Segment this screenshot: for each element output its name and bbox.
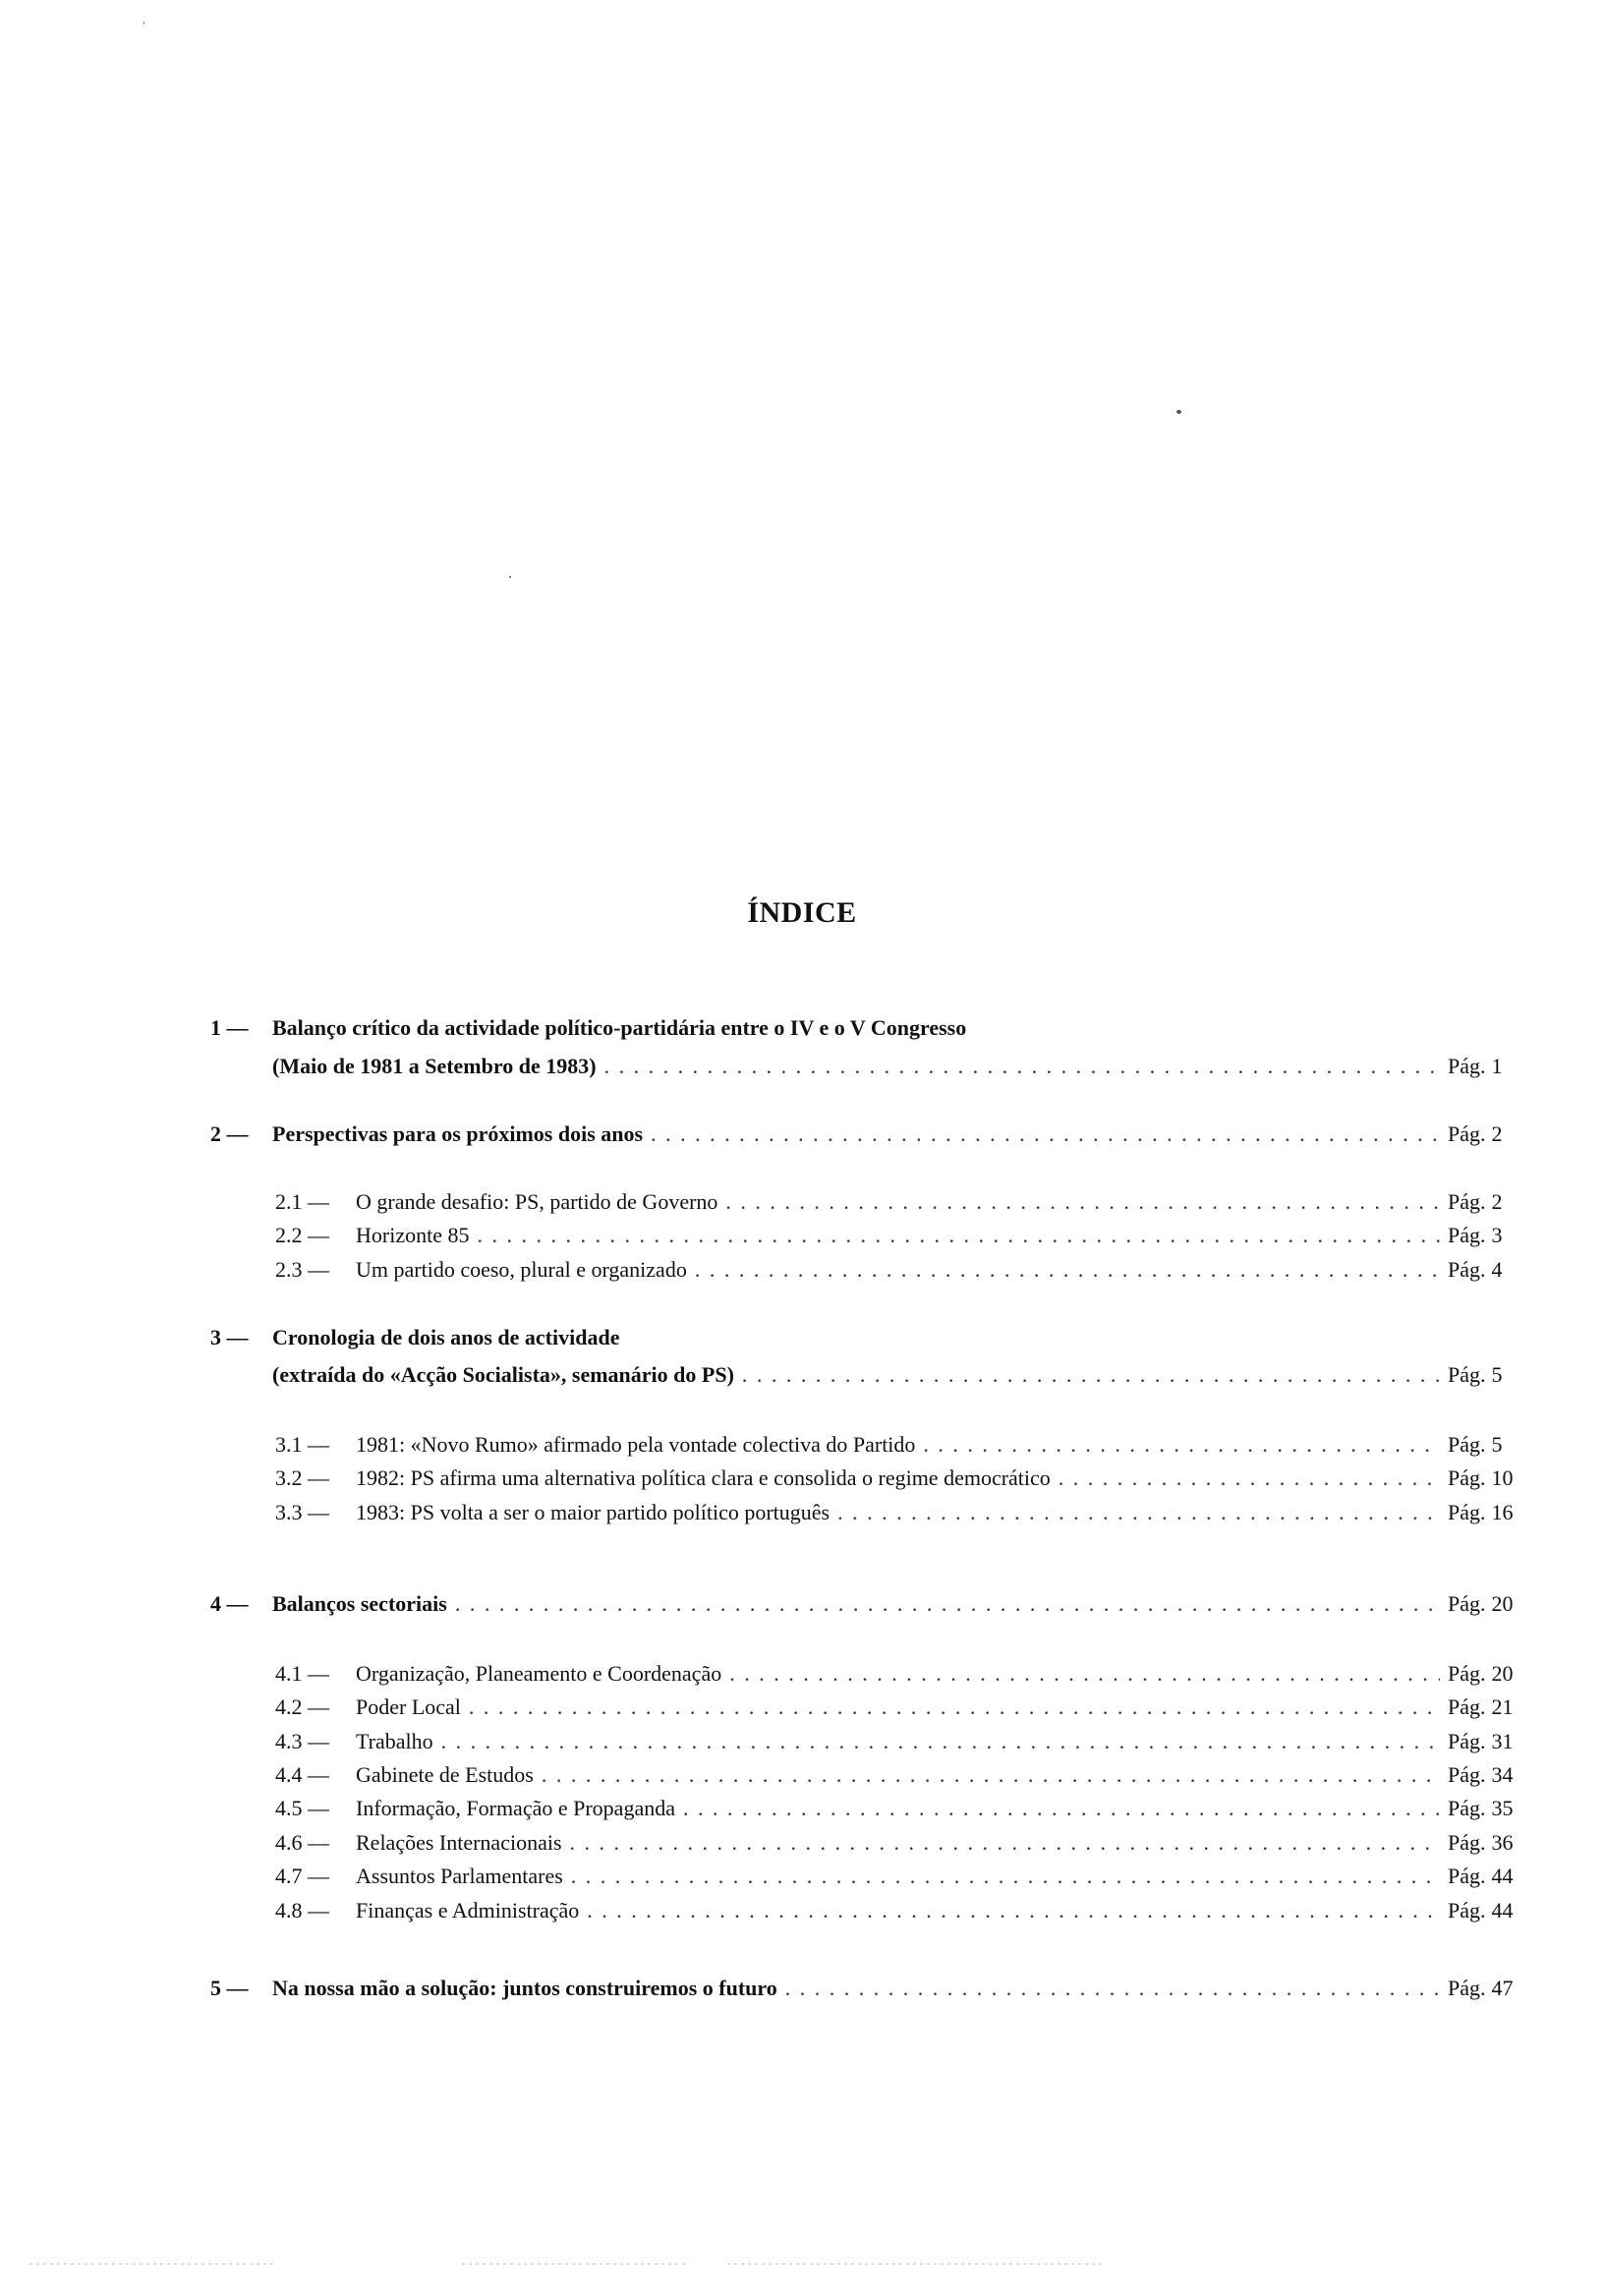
toc-entry-title: Horizonte 85 — [356, 1223, 470, 1247]
dot-leader — [683, 1795, 1440, 1822]
toc-entry-4-3 — [275, 1728, 1532, 1755]
toc-entry-title: Trabalho — [356, 1729, 433, 1753]
toc-entry-number: 3 — — [210, 1325, 249, 1349]
toc-entry-number: 3.1 — — [275, 1432, 329, 1457]
page-reference: Pág. 20 — [1448, 1591, 1514, 1616]
dot-leader — [469, 1693, 1440, 1721]
dot-leader — [604, 1053, 1440, 1080]
page-reference: Pág. 44 — [1448, 1898, 1514, 1923]
page-reference: Pág. 36 — [1448, 1830, 1514, 1855]
toc-entry-number: 4 — — [210, 1591, 249, 1616]
page-reference: Pág. 2 — [1448, 1189, 1503, 1214]
toc-entry-title: Um partido coeso, plural e organizado — [356, 1257, 687, 1282]
dot-leader — [477, 1222, 1440, 1249]
page-reference: Pág. 34 — [1448, 1762, 1514, 1787]
scan-artifact-line — [29, 2264, 275, 2265]
toc-entry-number: 4.8 — — [275, 1898, 329, 1923]
toc-entry-4-1 — [275, 1660, 1532, 1688]
toc-entry-2-1 — [275, 1188, 1532, 1216]
scan-artifact-line — [727, 2264, 1101, 2265]
dot-leader — [695, 1256, 1440, 1284]
toc-entry-4-6 — [275, 1829, 1532, 1857]
dot-leader — [785, 1975, 1440, 2002]
toc-entry-4 — [210, 1590, 1532, 1618]
toc-entry-title: Informação, Formação e Propaganda — [356, 1796, 675, 1820]
toc-entry-title: Balanços sectoriais — [272, 1591, 447, 1616]
scan-speck — [509, 576, 511, 578]
toc-entry-3-1 — [275, 1431, 1532, 1459]
toc-entry-4-2 — [275, 1693, 1532, 1721]
toc-entry-number: 5 — — [210, 1976, 249, 2000]
page-reference: Pág. 2 — [1448, 1121, 1503, 1146]
toc-entry-title: Gabinete de Estudos — [356, 1762, 534, 1787]
dot-leader — [837, 1499, 1440, 1526]
page-reference: Pág. 21 — [1448, 1694, 1514, 1719]
toc-entry-title: O grande desafio: PS, partido de Governo — [356, 1189, 718, 1214]
scan-artifact-line — [462, 2264, 688, 2265]
toc-entry-number: 4.4 — — [275, 1762, 329, 1787]
page-reference: Pág. 5 — [1448, 1362, 1503, 1387]
page-reference: Pág. 47 — [1448, 1976, 1514, 2000]
page-reference: Pág. 5 — [1448, 1432, 1503, 1457]
toc-entry-number: 3.2 — — [275, 1465, 329, 1490]
toc-entry-number: 1 — — [210, 1015, 249, 1040]
toc-entry-number: 2.2 — — [275, 1223, 329, 1247]
toc-entry-title: Cronologia de dois anos de actividade — [272, 1325, 620, 1349]
dot-leader — [570, 1829, 1440, 1857]
toc-entry-3-3 — [275, 1499, 1532, 1526]
toc-entry-4-7 — [275, 1863, 1532, 1890]
page-reference: Pág. 31 — [1448, 1729, 1514, 1753]
page-reference: Pág. 3 — [1448, 1223, 1503, 1247]
toc-entry-title-continuation: (extraída do «Acção Socialista», semanário do PS) — [272, 1362, 734, 1387]
toc-entry-number: 4.3 — — [275, 1729, 329, 1753]
toc-entry-2-2 — [275, 1222, 1532, 1249]
toc-entry-title: Relações Internacionais — [356, 1830, 562, 1855]
toc-entry-4-5 — [275, 1795, 1532, 1822]
page-reference: Pág. 16 — [1448, 1500, 1514, 1524]
scan-speck — [143, 22, 144, 25]
page-reference: Pág. 44 — [1448, 1864, 1514, 1888]
toc-entry-title: 1981: «Novo Rumo» afirmado pela vontade colectiva do Partido — [356, 1432, 916, 1457]
dot-leader — [1059, 1464, 1440, 1492]
toc-entry-number: 3.3 — — [275, 1500, 329, 1524]
toc-entry-title: Finanças e Administração — [356, 1898, 580, 1923]
scan-speck — [1176, 410, 1181, 414]
dot-leader — [651, 1120, 1440, 1148]
page-reference: Pág. 1 — [1448, 1054, 1503, 1078]
toc-entry-1 — [210, 1014, 966, 1042]
toc-entry-title-continuation: (Maio de 1981 a Setembro de 1983) — [272, 1054, 597, 1078]
dot-leader — [542, 1761, 1440, 1789]
page-reference: Pág. 4 — [1448, 1257, 1503, 1282]
toc-entry-2 — [210, 1120, 1532, 1148]
toc-entry-number: 4.6 — — [275, 1830, 329, 1855]
toc-entry-5 — [210, 1975, 1532, 2002]
dot-leader — [923, 1431, 1440, 1459]
dot-leader — [455, 1590, 1440, 1618]
toc-entry-number: 4.5 — — [275, 1796, 329, 1820]
toc-entry-title: Assuntos Parlamentares — [356, 1864, 563, 1888]
toc-entry-4-8 — [275, 1897, 1532, 1924]
dot-leader — [725, 1188, 1440, 1216]
toc-entry-number: 2.1 — — [275, 1189, 329, 1214]
toc-entry-title: 1983: PS volta a ser o maior partido político português — [356, 1500, 831, 1524]
toc-entry-2-3 — [275, 1256, 1532, 1284]
toc-entry-number: 2.3 — — [275, 1257, 329, 1282]
toc-entry-number: 4.1 — — [275, 1661, 329, 1686]
toc-entry-number: 4.7 — — [275, 1864, 329, 1888]
page-reference: Pág. 10 — [1448, 1465, 1514, 1490]
page-reference: Pág. 35 — [1448, 1796, 1514, 1820]
toc-entry-1-continuation — [272, 1053, 1532, 1080]
toc-entry-3 — [210, 1324, 619, 1351]
toc-entry-number: 2 — — [210, 1121, 249, 1146]
toc-entry-3-2 — [275, 1464, 1532, 1492]
page-title: ÍNDICE — [747, 896, 857, 929]
dot-leader — [729, 1660, 1440, 1688]
dot-leader — [571, 1863, 1440, 1890]
toc-entry-number: 4.2 — — [275, 1694, 329, 1719]
toc-entry-title: 1982: PS afirma uma alternativa política clara e consolida o regime democrático — [356, 1465, 1051, 1490]
toc-entry-title: Poder Local — [356, 1694, 461, 1719]
toc-entry-title: Organização, Planeamento e Coordenação — [356, 1661, 722, 1686]
toc-entry-3-continuation — [272, 1361, 1532, 1389]
dot-leader — [742, 1361, 1440, 1389]
dot-leader — [441, 1728, 1440, 1755]
toc-entry-4-4 — [275, 1761, 1532, 1789]
toc-entry-title: Perspectivas para os próximos dois anos — [272, 1121, 644, 1146]
toc-entry-title: Na nossa mão a solução: juntos construiremos o futuro — [272, 1976, 777, 2000]
toc-entry-title: Balanço crítico da actividade político-partidária entre o IV e o V Congresso — [272, 1015, 967, 1040]
dot-leader — [587, 1897, 1440, 1924]
page-reference: Pág. 20 — [1448, 1661, 1514, 1686]
